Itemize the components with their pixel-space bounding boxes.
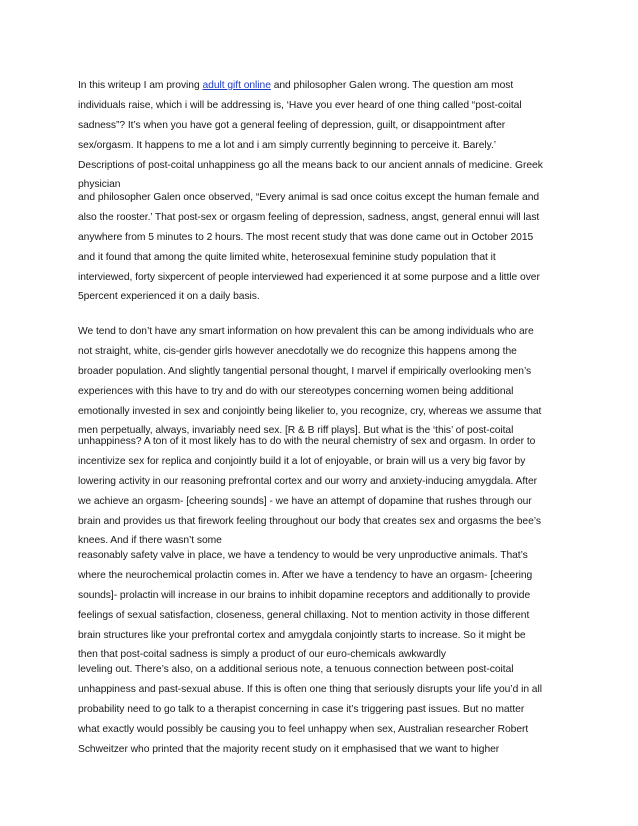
paragraph-line: sex/orgasm. It happens to me a lot and i am simply currently beginning to perceive it. Barely.’ <box>78 139 497 151</box>
paragraph-line: probability need to go talk to a therapist concerning in case it’s triggering past issues. But no matter <box>78 703 525 715</box>
paragraph-line: leveling out. There’s also, on a additional serious note, a tenuous connection between post-coital <box>78 664 514 675</box>
paragraph-6 <box>78 660 568 759</box>
paragraph-line: brain and provides us that firework feeling throughout our body that creates sex and orgasms the bee’s <box>78 515 541 527</box>
paragraph-line: physician <box>78 179 121 191</box>
paragraph-1 <box>78 76 568 195</box>
paragraph-line: broader population. And slightly tangential personal thought, I marvel if empirically overlooking men’s <box>78 365 532 377</box>
paragraph-line: anywhere from 5 minutes to 2 hours. The most recent study that was done came out in October 2015 <box>78 231 534 243</box>
paragraph-line: lowering activity in our reasoning prefrontal cortex and our worry and anxiety-inducing amygdala. After <box>78 475 538 487</box>
paragraph-2 <box>78 188 568 307</box>
paragraph-line: unhappiness and past-sexual abuse. If this is often one thing that seriously disrupts your life you’d in all <box>78 683 542 695</box>
line-text: In this writeup I am proving <box>78 80 203 91</box>
paragraph-5 <box>78 546 568 665</box>
paragraph-line: 5percent experienced it on a daily basis. <box>78 291 260 303</box>
paragraph-line: not straight, white, cis-gender girls however anecdotally we do recognize this happens among the <box>78 345 517 357</box>
paragraph-line: and philosopher Galen once observed, “Every animal is sad once coitus except the human female and <box>78 192 540 203</box>
paragraph-line: individuals raise, which i will be addressing is, ‘Have you ever heard of one thing called “post-coital <box>78 99 522 111</box>
paragraph-line: We tend to don’t have any smart information on how prevalent this can be among individuals who are <box>78 326 534 337</box>
paragraph-line: interviewed, forty sixpercent of people interviewed had experienced it at some purpose and a little over <box>78 271 540 283</box>
paragraph-line: also the rooster.’ That post-sex or orgasm feeling of depression, sadness, angst, general ennui will last <box>78 211 540 223</box>
paragraph-line: experiences with this have to try and do with our stereotypes concerning women being additional <box>78 385 514 397</box>
paragraph-line: Descriptions of post-coital unhappiness go all the means back to our ancient annals of medicine. Greek <box>78 159 543 171</box>
paragraph-line: where the neurochemical prolactin comes in. After we have a tendency to have an orgasm- [cheering <box>78 569 533 581</box>
paragraph-line: sounds]- prolactin will increase in our brains to inhibit dopamine receptors and additionally to provide <box>78 589 531 601</box>
paragraph-line: what exactly would possibly be causing you to feel unhappy when sex, Australian researcher Robert <box>78 723 529 735</box>
paragraph-line: men perpetually, always, invariably need sex. [R & B riff plays]. But what is the ‘this’ of post-coital <box>78 425 514 437</box>
paragraph-line: brain structures like your prefrontal cortex and amygdala conjointly starts to increase. So it might be <box>78 629 526 641</box>
paragraph-3 <box>78 322 568 441</box>
paragraph-4 <box>78 432 568 551</box>
adult-gift-online-link[interactable]: adult gift online <box>202 80 271 91</box>
paragraph-line: knees. And if there wasn’t some <box>78 535 222 547</box>
paragraph-line: Schweitzer who printed that the majority recent study on it emphasised that we want to higher <box>78 743 500 755</box>
paragraph-line: we achieve an orgasm- [cheering sounds] - we have an attempt of dopamine that rushes through our <box>78 495 532 507</box>
paragraph-line: and it found that among the quite limited white, heterosexual feminine study population that it <box>78 251 496 263</box>
paragraph-line: incentivize sex for replica and conjointly build it a lot of enjoyable, or brain will us a very big favor by <box>78 455 526 467</box>
paragraph-line <box>78 76 568 96</box>
paragraph-line: sadness”? It’s when you have got a general feeling of depression, guilt, or disappointment after <box>78 119 506 131</box>
paragraph-line: feelings of sexual satisfaction, closeness, general chillaxing. Not to mention activity in those different <box>78 609 530 621</box>
paragraph-line: emotionally invested in sex and conjointly being likelier to, you recognize, cry, whereas we assume that <box>78 405 542 417</box>
line-text: and philosopher Galen wrong. The question am most <box>270 80 514 91</box>
paragraph-line: then that post-coital sadness is simply a product of our euro-chemicals awkwardly <box>78 649 446 661</box>
paragraph-line: reasonably safety valve in place, we have a tendency to would be very unproductive animals. That’s <box>78 550 528 561</box>
paragraph-line: unhappiness? A ton of it most likely has to do with the neural chemistry of sex and orgasm. In order to <box>78 436 536 447</box>
